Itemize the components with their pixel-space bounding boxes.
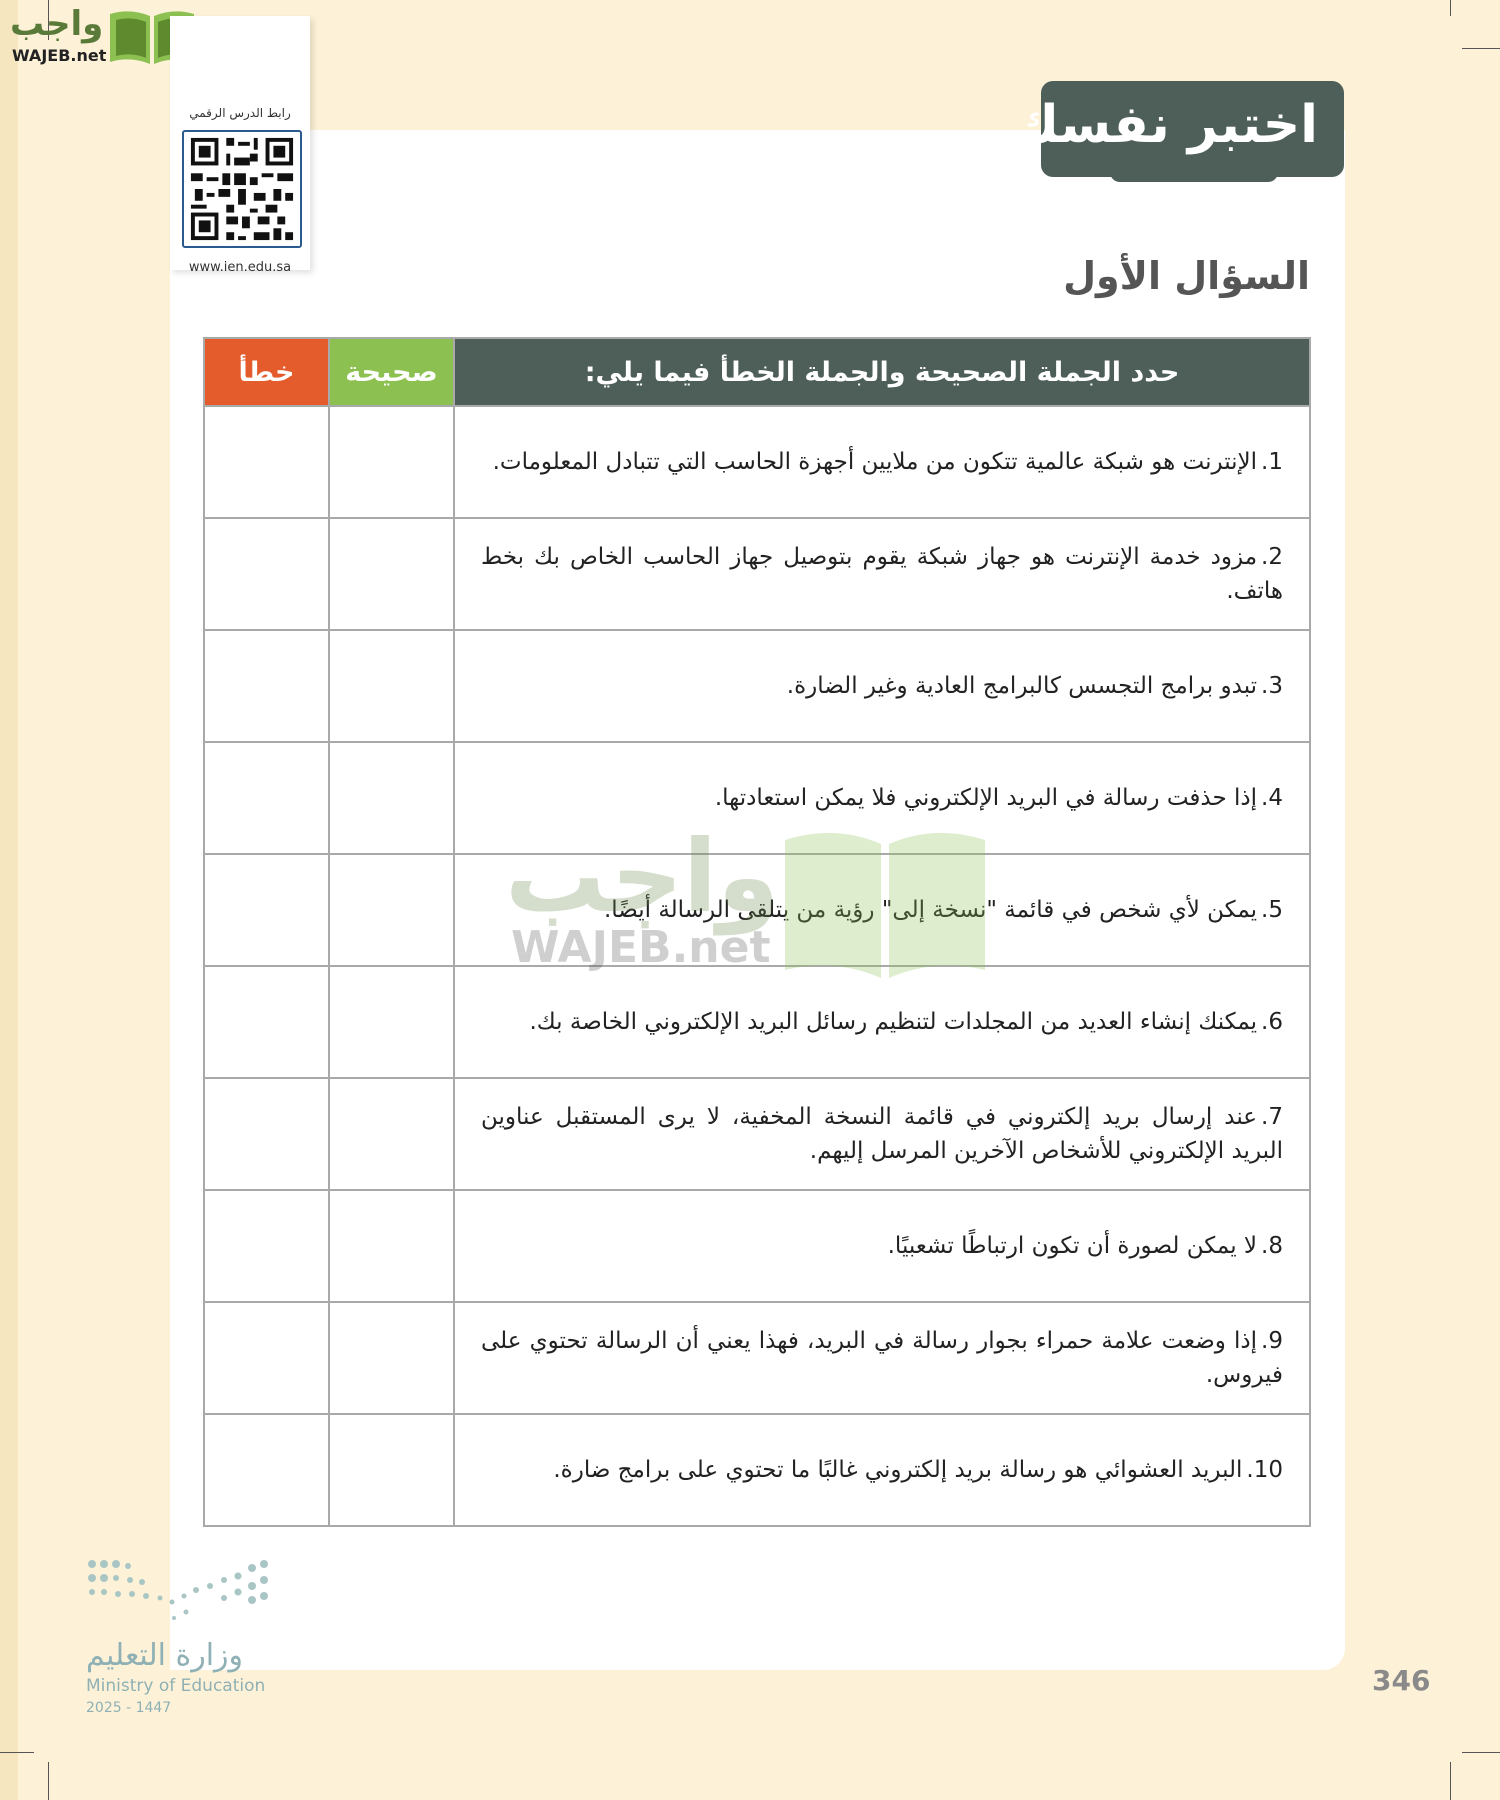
statement-cell xyxy=(454,630,1310,742)
true-header: صحيحة xyxy=(329,338,454,406)
true-answer-cell[interactable] xyxy=(329,854,454,966)
true-answer-cell[interactable] xyxy=(329,1078,454,1190)
statement-text: يمكن لأي شخص في قائمة "نسخة إلى" رؤية من يتلقى الرسالة أيضًا. xyxy=(603,896,1258,923)
banner-title: اختبر نفسك xyxy=(1011,95,1318,155)
statement-number: 6. xyxy=(1261,1008,1283,1035)
table-row xyxy=(204,518,1310,630)
statement-text: إذا حذفت رسالة في البريد الإلكتروني فلا يمكن استعادتها. xyxy=(714,784,1258,811)
true-false-table xyxy=(203,337,1311,1527)
statement-cell xyxy=(454,854,1310,966)
qr-code-icon xyxy=(186,134,298,244)
false-header: خطأ xyxy=(204,338,329,406)
false-answer-cell[interactable] xyxy=(204,966,329,1078)
statement-cell xyxy=(454,1414,1310,1526)
watermark-arabic: واجب xyxy=(505,818,780,935)
qr-caption: رابط الدرس الرقمي xyxy=(189,106,291,120)
table-row xyxy=(204,966,1310,1078)
statement-number: 2. xyxy=(1261,543,1283,570)
qr-url: www.ien.edu.sa xyxy=(188,260,292,275)
statement-number: 7. xyxy=(1261,1103,1283,1130)
statement-number: 5. xyxy=(1261,896,1283,923)
crop-mark xyxy=(48,1762,49,1800)
table-header-row xyxy=(204,338,1310,406)
page-number: 346 xyxy=(1372,1664,1431,1697)
left-page-strip xyxy=(0,0,18,1800)
title-banner xyxy=(1011,81,1344,177)
question-title: السؤال الأول xyxy=(1063,254,1310,298)
table-row xyxy=(204,1078,1310,1190)
false-answer-cell[interactable] xyxy=(204,518,329,630)
statement-number: 3. xyxy=(1261,672,1283,699)
qr-code[interactable] xyxy=(182,130,302,248)
statement-number: 4. xyxy=(1261,784,1283,811)
watermark-latin: WAJEB.net xyxy=(511,922,771,973)
statement-number: 1. xyxy=(1261,448,1283,475)
statement-cell xyxy=(454,406,1310,518)
false-answer-cell[interactable] xyxy=(204,742,329,854)
logo-arabic: واجب xyxy=(10,4,104,44)
ministry-year: 2025 - 1447 xyxy=(86,1700,172,1716)
ministry-arabic: وزارة التعليم xyxy=(86,1638,244,1673)
logo-latin: WAJEB.net xyxy=(12,46,107,65)
table-row xyxy=(204,1414,1310,1526)
statement-text: إذا وضعت علامة حمراء بجوار رسالة في البريد، فهذا يعني أن الرسالة تحتوي على فيروس. xyxy=(481,1327,1283,1388)
statement-text: البريد العشوائي هو رسالة بريد إلكتروني غالبًا ما تحتوي على برامج ضارة. xyxy=(553,1456,1243,1483)
statement-text: لا يمكن لصورة أن تكون ارتباطًا تشعبيًا. xyxy=(887,1232,1258,1259)
qr-panel[interactable] xyxy=(170,16,310,275)
statement-number: 10. xyxy=(1246,1456,1283,1483)
table-row xyxy=(204,854,1310,966)
ministry-logo xyxy=(86,1556,296,1726)
statement-cell xyxy=(454,1302,1310,1414)
statement-cell xyxy=(454,1190,1310,1302)
statement-text: عند إرسال بريد إلكتروني في قائمة النسخة المخفية، لا يرى المستقبل عناوين البريد الإلكتروني للأشخاص الآخرين المرسل إليهم. xyxy=(481,1103,1283,1164)
false-answer-cell[interactable] xyxy=(204,1302,329,1414)
true-answer-cell[interactable] xyxy=(329,518,454,630)
false-answer-cell[interactable] xyxy=(204,630,329,742)
ministry-dots-icon xyxy=(86,1556,272,1626)
statement-number: 9. xyxy=(1261,1327,1283,1354)
statement-cell xyxy=(454,518,1310,630)
table-row xyxy=(204,406,1310,518)
true-answer-cell[interactable] xyxy=(329,742,454,854)
true-answer-cell[interactable] xyxy=(329,1190,454,1302)
statement-text: مزود خدمة الإنترنت هو جهاز شبكة يقوم بتوصيل جهاز الحاسب الخاص بك بخط هاتف. xyxy=(481,543,1283,604)
statement-cell xyxy=(454,1078,1310,1190)
false-answer-cell[interactable] xyxy=(204,1190,329,1302)
table-row xyxy=(204,742,1310,854)
crop-mark xyxy=(0,1752,34,1753)
table-row xyxy=(204,630,1310,742)
true-answer-cell[interactable] xyxy=(329,966,454,1078)
ministry-english: Ministry of Education xyxy=(86,1676,266,1696)
statement-header: حدد الجملة الصحيحة والجملة الخطأ فيما يلي: xyxy=(454,338,1310,406)
statement-cell xyxy=(454,742,1310,854)
table-row xyxy=(204,1302,1310,1414)
crop-mark xyxy=(1462,1752,1500,1753)
true-answer-cell[interactable] xyxy=(329,1302,454,1414)
true-answer-cell[interactable] xyxy=(329,406,454,518)
false-answer-cell[interactable] xyxy=(204,854,329,966)
statement-text: يمكنك إنشاء العديد من المجلدات لتنظيم رسائل البريد الإلكتروني الخاصة بك. xyxy=(529,1008,1258,1035)
false-answer-cell[interactable] xyxy=(204,406,329,518)
true-answer-cell[interactable] xyxy=(329,630,454,742)
false-answer-cell[interactable] xyxy=(204,1414,329,1526)
crop-mark xyxy=(1462,48,1500,49)
wajeb-logo[interactable] xyxy=(10,4,190,66)
statement-cell xyxy=(454,966,1310,1078)
statement-number: 8. xyxy=(1261,1232,1283,1259)
statement-text: تبدو برامج التجسس كالبرامج العادية وغير الضارة. xyxy=(786,672,1258,699)
statement-text: الإنترنت هو شبكة عالمية تتكون من ملايين أجهزة الحاسب التي تتبادل المعلومات. xyxy=(492,448,1258,475)
crop-mark xyxy=(1450,1762,1451,1800)
true-answer-cell[interactable] xyxy=(329,1414,454,1526)
false-answer-cell[interactable] xyxy=(204,1078,329,1190)
table-row xyxy=(204,1190,1310,1302)
